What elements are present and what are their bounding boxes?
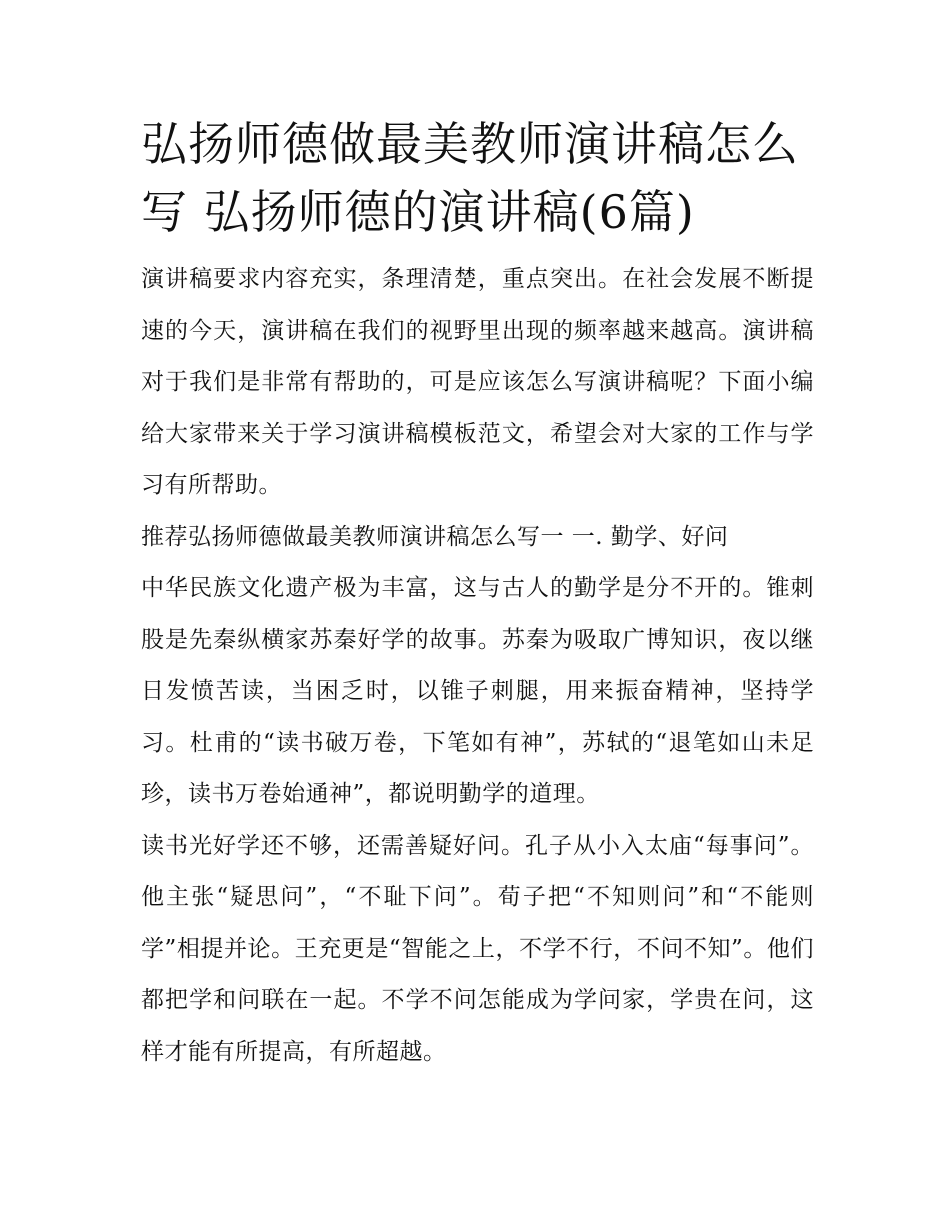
body-paragraph-1: 中华民族文化遗产极为丰富，这与古人的勤学是分不开的。锥刺股是先秦纵横家苏秦好学的故事。苏秦为吸取广博知识，夜以继日发愤苦读，当困乏时，以锥子刺腿，用来振奋精神，坚持学习。杜甫的“读书破万卷，下笔如有神”，苏轼的“退笔如山未足珍，读书万卷始通神”，都说明勤学的道理。 xyxy=(141,575,814,807)
intro-paragraph: 演讲稿要求内容充实，条理清楚，重点突出。在社会发展不断提速的今天，演讲稿在我们的视野里出现的频率越来越高。演讲稿对于我们是非常有帮助的，可是应该怎么写演讲稿呢？下面小编给大家带来关于学习演讲稿模板范文，希望会对大家的工作与学习有所帮助。 xyxy=(141,266,814,498)
body-paragraph-2: 读书光好学还不够，还需善疑好问。孔子从小入太庙“每事问”。他主张“疑思问”，“不耻下问”。荀子把“不知则问”和“不能则学”相提并论。王充更是“智能之上，不学不行，不问不知”。他们都把学和问联在一起。不学不问怎能成为学问家，学贵在问，这样才能有所提高，有所超越。 xyxy=(141,832,814,1065)
document-title: 弘扬师德做最美教师演讲稿怎么写 弘扬师德的演讲稿(6篇) xyxy=(141,117,799,239)
section-heading: 推荐弘扬师德做最美教师演讲稿怎么写一 一. 勤学、好问 xyxy=(141,523,729,550)
